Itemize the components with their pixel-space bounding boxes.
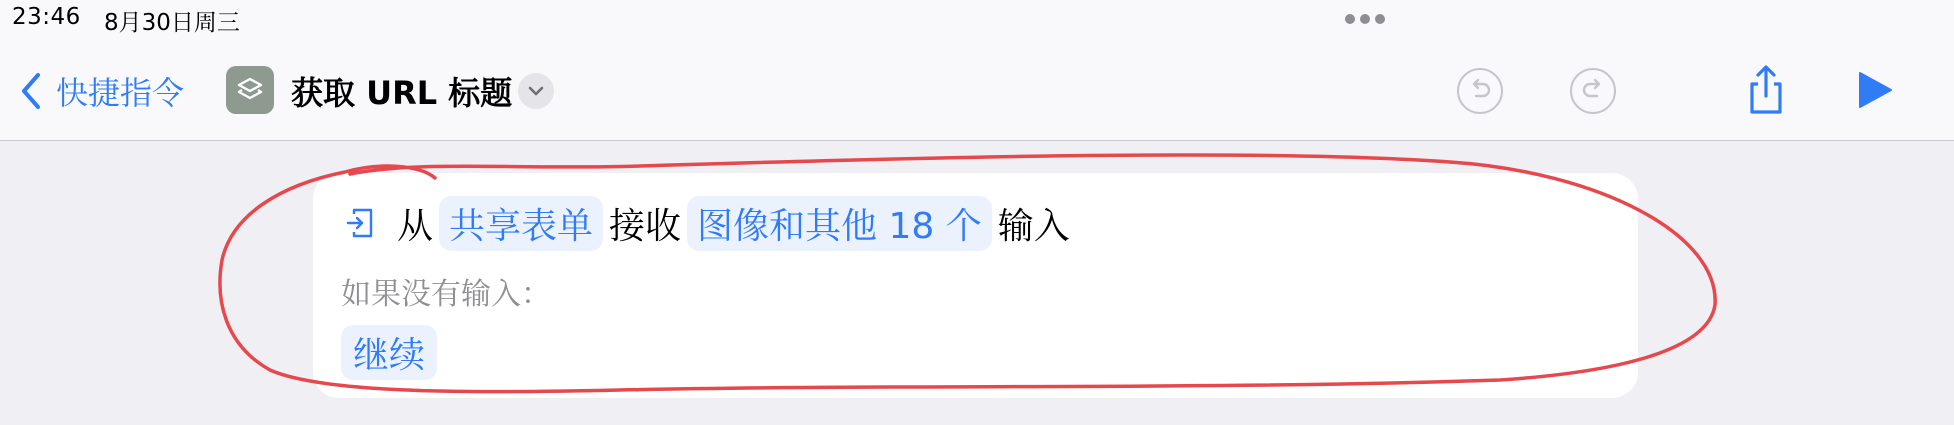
if-no-input-label: 如果没有输入： <box>341 277 551 312</box>
chevron-left-icon <box>20 71 42 111</box>
status-bar <box>0 0 1954 40</box>
page-title: 获取 URL 标题 <box>291 74 513 112</box>
source-chip[interactable]: 共享表单 <box>439 196 603 251</box>
chevron-down-icon <box>527 82 545 101</box>
shortcuts-layers-icon[interactable] <box>226 66 274 114</box>
share-button[interactable] <box>1744 62 1788 122</box>
share-icon <box>1744 103 1788 122</box>
receive-input-action-card[interactable] <box>313 173 1638 398</box>
input-text: 输入 <box>997 205 1070 247</box>
receive-input-icon <box>343 206 377 240</box>
run-button[interactable] <box>1856 70 1894 114</box>
play-icon <box>1856 95 1894 114</box>
redo-icon <box>1580 76 1606 106</box>
navigation-bar <box>0 40 1954 141</box>
receive-text: 接收 <box>609 205 682 247</box>
input-types-chip[interactable]: 图像和其他 18 个 <box>687 196 992 251</box>
undo-icon <box>1467 76 1493 106</box>
multitasking-dots-icon[interactable] <box>1345 14 1385 24</box>
status-date: 8月30日周三 <box>104 10 240 36</box>
title-menu-button[interactable] <box>518 73 554 109</box>
action-row <box>343 197 1070 249</box>
status-time: 23:46 <box>12 4 81 30</box>
redo-button[interactable] <box>1570 68 1616 114</box>
continue-chip[interactable]: 继续 <box>341 325 437 380</box>
back-button[interactable] <box>20 66 184 116</box>
undo-button[interactable] <box>1457 68 1503 114</box>
from-text: 从 <box>397 205 434 247</box>
back-label: 快捷指令 <box>56 74 185 112</box>
